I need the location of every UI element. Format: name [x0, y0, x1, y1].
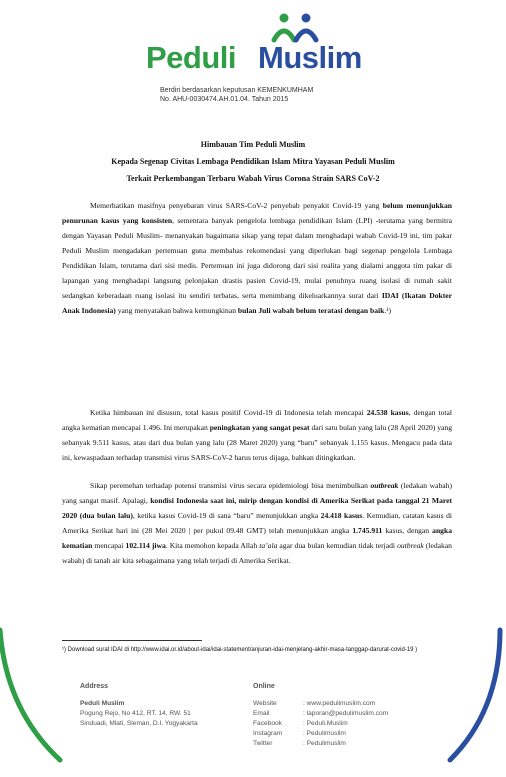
online-key: Email [253, 710, 270, 717]
p1-text: yang menyatakan bahwa kemungkinan [115, 306, 238, 315]
logo-word-muslim: Muslim [258, 40, 362, 75]
p3-text: agar dua bulan kemudian tidak terjadi [277, 541, 398, 550]
p3-bold-5: 102.114 jiwa [125, 541, 166, 550]
website-link[interactable]: : www.pedulimuslim.com [303, 700, 376, 707]
p3-bold-2: 24.418 kasus [320, 511, 363, 520]
registration-line-1: Berdiri berdasarkan keputusan KEMENKUMHAM [160, 87, 314, 94]
facebook-link[interactable]: : Peduli.Muslim [303, 720, 348, 727]
p2-bold-1: 24.538 kasus [366, 408, 409, 417]
online-key: Facebook [253, 720, 282, 727]
address-label: Address [80, 683, 109, 690]
p3-italic-outbreak-2: outbreak [397, 541, 424, 550]
p3-text: kasus, dengan [382, 526, 433, 535]
online-key: Website [253, 700, 277, 707]
p3-text: (ledakan wabah) di tanah air kita sebagaimana yang telah terjadi di Amerika Serikat. [62, 541, 452, 565]
p1-footnote-ref: .¹) [384, 306, 392, 315]
footnote: ¹) Download surat IDAI di http://www.idai.or.id/about-idai/idai-statement/anjuran-idai-menjelang-akhir-masa-tanggap-darurat-covid-19 ) [62, 647, 418, 653]
body-paragraph-2 [62, 405, 452, 465]
footer-decoration [0, 610, 506, 777]
address-line-1: Pogung Rejo, No 412, RT. 14, RW. 51 [80, 710, 191, 717]
online-key: Instagram [253, 730, 283, 737]
p3-text: , ketika kasus Covid-19 di sana “baru” menunjukkan angka [132, 511, 321, 520]
p3-bold-1: kondisi Indonesia saat ini, mirip dengan kondisi di Amerika Serikat pada tanggal 21 Maret 2020 (dua bulan lalu) [62, 496, 452, 520]
online-row-facebook [253, 719, 473, 729]
online-row-website [253, 699, 473, 709]
p3-text: mencapai [92, 541, 126, 550]
heading-line-3: Terkait Perkembangan Terbaru Wabah Virus Corona Strain SARS CoV-2 [126, 174, 380, 183]
logo-word-peduli: Peduli [146, 40, 237, 75]
body-paragraph-3 [62, 478, 452, 568]
online-row-twitter [253, 739, 473, 749]
twitter-link[interactable]: : Pedulimuslim [303, 740, 346, 747]
p1-bold-2: IDAI (Ikatan Dokter Anak Indonesia) [62, 291, 452, 315]
p2-text: , dengan total angka kematian mencapai 1.496. Ini merupakan [62, 408, 453, 432]
online-row-instagram [253, 729, 473, 739]
online-contact-list [253, 699, 473, 749]
p3-text: (ledakan wabah) yang sangat masif. Apalagi, [62, 481, 452, 505]
p2-text: Ketika himbauan ini disusun, total kasus positif Covid-19 di Indonesia telah mencapai [90, 408, 367, 417]
org-name: Peduli Muslim [80, 700, 125, 707]
p1-text: Memerhatikan masifnya penyebaran virus SARS-CoV-2 penyebab penyakit Covid-19 yang [90, 201, 383, 210]
p3-text: Sikap peremehan terhadap potensi transmisi virus secara epidemiologi bisa menimbulkan [90, 481, 371, 490]
p1-bold-1: belum menunjukkan penurunan kasus yang konsisten [62, 201, 452, 225]
registration-text [160, 86, 370, 104]
registration-line-2: No. AHU-0030474.AH.01.04. Tahun 2015 [160, 96, 289, 103]
p1-bold-3: bulan Juli wabah belum teratasi dengan baik [237, 306, 385, 315]
address-line-2: Sinduadi, Mlati, Sleman, D.I. Yogyakarta [80, 720, 198, 727]
email-link[interactable]: : laporan@pedulimuslim.com [303, 710, 389, 717]
p2-bold-2: peningkatan yang sangat pesat [209, 423, 310, 432]
p3-italic-taala: ta’ala [259, 541, 278, 550]
p3-text: . Kita memohon kepada Allah [165, 541, 260, 550]
p3-text: . Kemudian, catatan kasus di Amerika Serikat hari ini (28 Mei 2020 | per pukul 09.48 GMT) telah menunjukkan angka [62, 511, 452, 535]
peduli-muslim-logo [140, 10, 380, 108]
online-row-email [253, 709, 473, 719]
p1-text: , sementara banyak pengelola lembaga pendidikan Islam (LPI) -terutama yang bermitra dengan Yayasan Peduli Muslim- menanyakan bagaimana sikap yang tepat dalam menghadapi wabah Covid-19 ini, tim pakar Peduli Muslim mengadakan pertemuan guna membahas rekomendasi yang diperlukan bagi segenap pengelola Lembaga Pendidikan Islam, terutama dari sisi medis. Pertemuan ini juga didorong dari sisi realita yang dialami anggota tim pakar di lapangan yang menghadapi langsung pelonjakan drastis pasien Covid-19, mulai penuhnya ruang isolasi di rumah sakit sedangkan keberadaan ruang isolasi itu sendiri terbatas, serta menimbang dikeluarkannya surat dari [62, 216, 453, 300]
body-paragraph-1 [62, 198, 452, 318]
heading-line-2: Kepada Segenap Civitas Lembaga Pendidikan Islam Mitra Yayasan Peduli Muslim [111, 157, 395, 166]
online-label: Online [253, 683, 275, 690]
address-block [80, 699, 250, 729]
p2-text: dari satu bulan yang lalu (28 April 2020) yang sebanyak 9.511 kasus, atau dari dua bulan yang lalu (28 Maret 2020) yang “baru” sebanyak 1.155 kasus. Mengacu pada data ini, kewaspadaan terhadap transmisi virus SARS-CoV-2 harus terus dijaga, bahkan ditingkatkan. [62, 423, 452, 462]
online-key: Twitter [253, 740, 273, 747]
heading-line-1: Himbauan Tim Peduli Muslim [200, 140, 306, 149]
p3-bold-3: 1.745.911 [352, 526, 383, 535]
p3-bold-4: angka kematian [62, 526, 452, 550]
instagram-link[interactable]: : Pedulimuslim [303, 730, 346, 737]
p3-italic-outbreak: outbreak [370, 481, 399, 490]
